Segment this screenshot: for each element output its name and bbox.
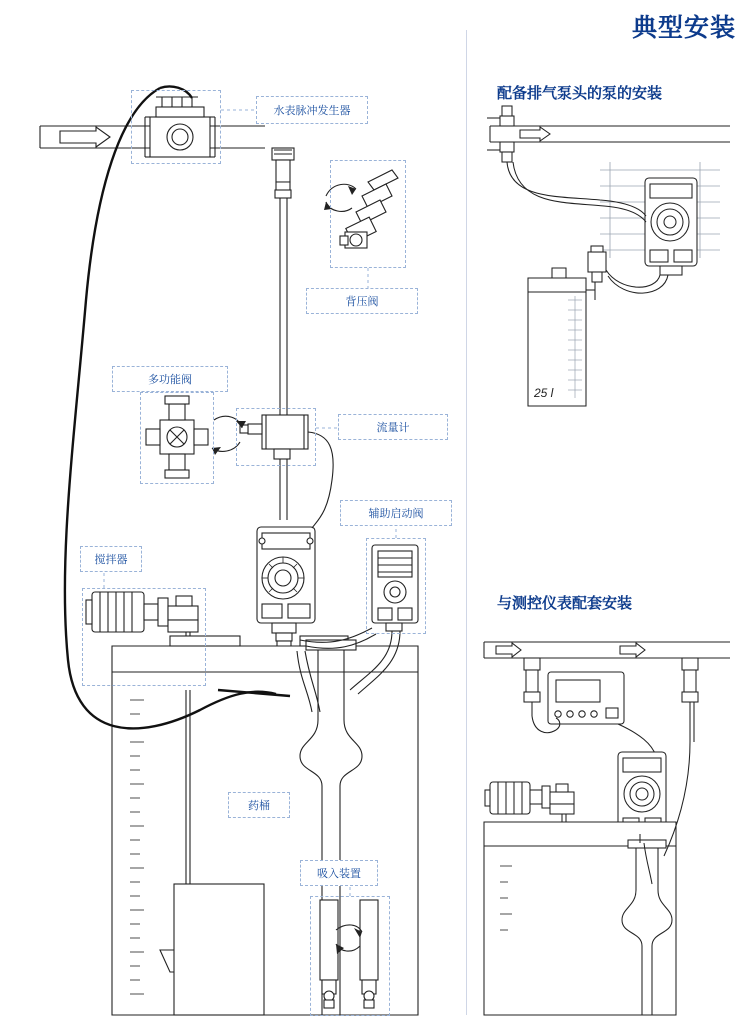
tank-volume-label: 25 l bbox=[534, 386, 554, 400]
label-back-pressure-valve-text: 背压阀 bbox=[345, 296, 379, 308]
label-multifunction-valve-text: 多功能阀 bbox=[148, 374, 192, 386]
section-title-instrument: 与测控仪表配套安装 bbox=[497, 595, 633, 612]
label-flow-meter-text: 流量计 bbox=[376, 422, 410, 434]
label-aux-priming-valve-text: 辅助启动阀 bbox=[368, 508, 424, 520]
section-title-bleed-pump: 配备排气泵头的泵的安装 bbox=[497, 85, 663, 102]
label-chemical-tank-text: 药桶 bbox=[248, 800, 270, 812]
label-agitator-text: 搅拌器 bbox=[94, 554, 128, 566]
label-water-meter-text: 水表脉冲发生器 bbox=[273, 105, 351, 117]
page-title: 典型安装 bbox=[631, 14, 736, 42]
label-suction-unit-text: 吸入装置 bbox=[317, 868, 361, 880]
